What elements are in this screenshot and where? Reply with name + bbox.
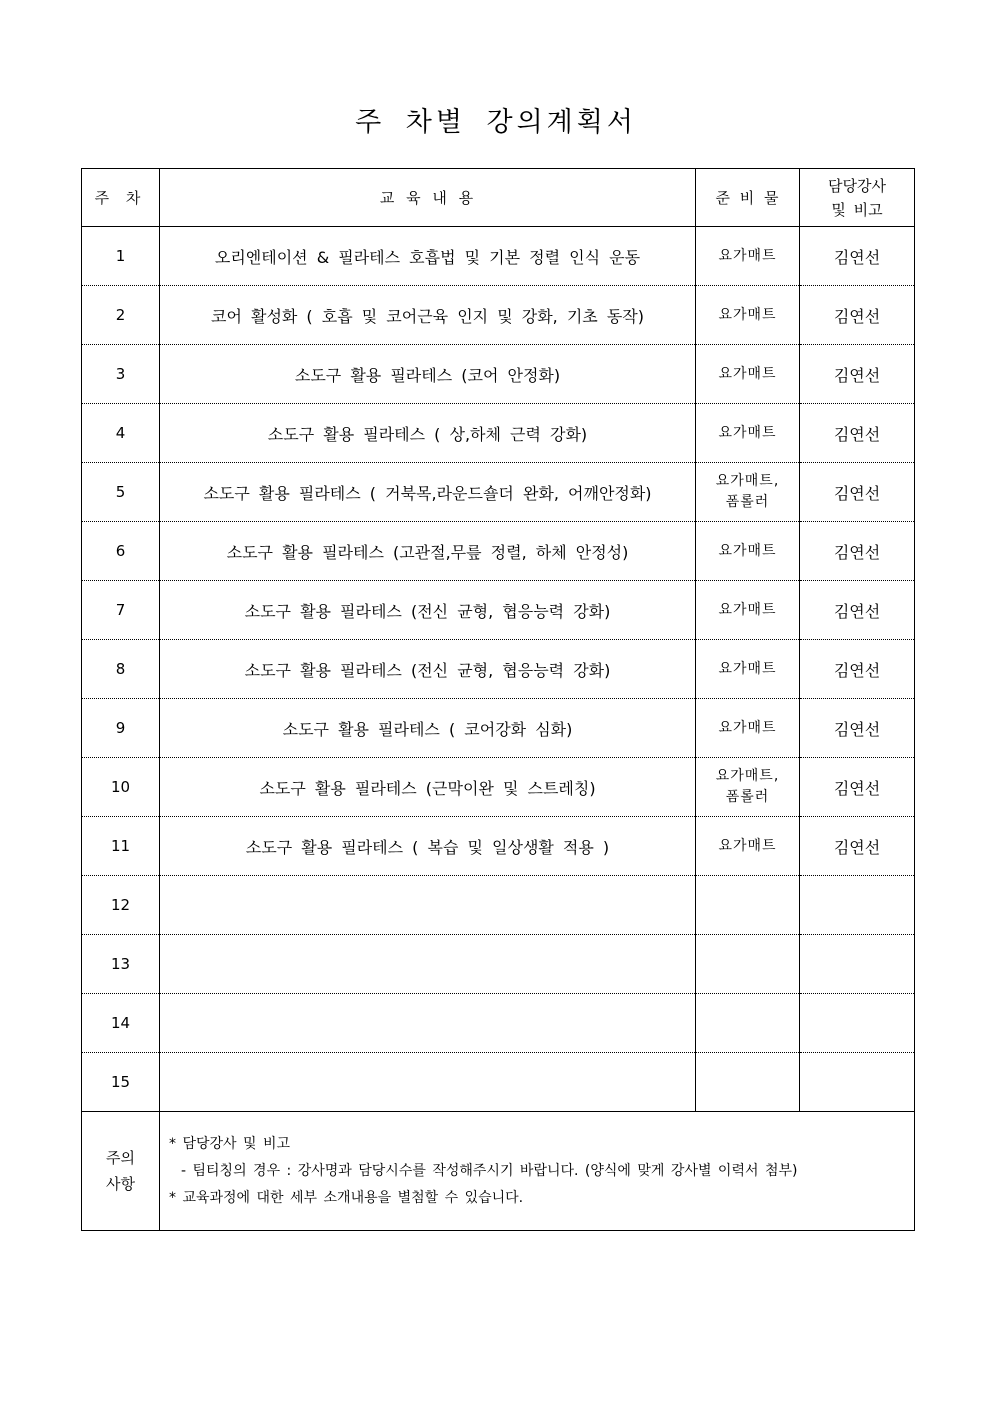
table-row (82, 1053, 915, 1112)
instructor-cell: 김연선 (800, 640, 915, 699)
equipment-line1: 요가매트 (718, 365, 777, 382)
equipment-cell (696, 817, 800, 876)
week-cell: 11 (82, 817, 160, 876)
content-cell: 소도구 활용 필라테스 ( 상,하체 근력 강화) (160, 404, 696, 463)
instructor-cell: 김연선 (800, 286, 915, 345)
equipment-line2: 폼롤러 (725, 494, 770, 510)
equipment-line1: 요가매트 (718, 719, 777, 736)
week-cell: 3 (82, 345, 160, 404)
content-cell (160, 935, 696, 994)
content-cell: 오리엔테이션 & 필라테스 호흡법 및 기본 정렬 인식 운동 (160, 227, 696, 286)
week-cell: 4 (82, 404, 160, 463)
header-row (82, 169, 915, 227)
content-cell: 소도구 활용 필라테스 ( 코어강화 심화) (160, 699, 696, 758)
table-row (82, 581, 915, 640)
instructor-cell: 김연선 (800, 581, 915, 640)
equipment-cell (696, 522, 800, 581)
equipment-line2: 폼롤러 (725, 789, 770, 805)
header-equipment: 준 비 물 (696, 169, 800, 227)
lecture-plan-table (81, 168, 915, 1231)
content-cell (160, 1053, 696, 1112)
header-content: 교 육 내 용 (160, 169, 696, 227)
instructor-cell: 김연선 (800, 522, 915, 581)
table-row (82, 994, 915, 1053)
equipment-line1: 요가매트 (718, 601, 777, 618)
page-title: 주 차별 강의계획서 (355, 107, 637, 138)
equipment-cell (696, 1053, 800, 1112)
instructor-cell: 김연선 (800, 758, 915, 817)
week-cell: 7 (82, 581, 160, 640)
equipment-cell (696, 286, 800, 345)
content-cell (160, 876, 696, 935)
instructor-cell: 김연선 (800, 227, 915, 286)
content-cell (160, 994, 696, 1053)
week-cell: 9 (82, 699, 160, 758)
instructor-cell (800, 935, 915, 994)
header-week: 주 차 (82, 169, 160, 227)
equipment-line1: 요가매트, (715, 473, 780, 489)
equipment-cell (696, 581, 800, 640)
instructor-cell: 김연선 (800, 404, 915, 463)
instructor-cell: 김연선 (800, 817, 915, 876)
week-cell: 12 (82, 876, 160, 935)
notes-line3: * 교육과정에 대한 세부 소개내용을 별첨할 수 있습니다. (169, 1189, 524, 1206)
equipment-cell (696, 935, 800, 994)
equipment-cell (696, 345, 800, 404)
equipment-line1: 요가매트 (718, 247, 777, 264)
instructor-cell (800, 876, 915, 935)
equipment-cell (696, 994, 800, 1053)
instructor-cell: 김연선 (800, 463, 915, 522)
instructor-cell: 김연선 (800, 345, 915, 404)
equipment-cell (696, 640, 800, 699)
week-cell: 15 (82, 1053, 160, 1112)
instructor-cell: 김연선 (800, 699, 915, 758)
header-instructor (800, 169, 915, 227)
header-instructor-line2: 및 비고 (831, 200, 883, 219)
equipment-line1: 요가매트 (718, 837, 777, 854)
content-cell: 소도구 활용 필라테스 (전신 균형, 협응능력 강화) (160, 581, 696, 640)
table-row (82, 463, 915, 522)
content-cell: 코어 활성화 ( 호흡 및 코어근육 인지 및 강화, 기초 동작) (160, 286, 696, 345)
week-cell: 14 (82, 994, 160, 1053)
notes-label (82, 1112, 160, 1231)
table-row (82, 817, 915, 876)
content-cell: 소도구 활용 필라테스 (코어 안정화) (160, 345, 696, 404)
header-instructor-line1: 담당강사 (828, 176, 886, 195)
table-row (82, 758, 915, 817)
equipment-line1: 요가매트 (718, 542, 777, 559)
table-row (82, 227, 915, 286)
notes-row (82, 1112, 915, 1231)
table-row (82, 699, 915, 758)
week-cell: 5 (82, 463, 160, 522)
table-row (82, 286, 915, 345)
equipment-line1: 요가매트 (718, 424, 777, 441)
week-cell: 6 (82, 522, 160, 581)
week-cell: 10 (82, 758, 160, 817)
equipment-cell (696, 699, 800, 758)
instructor-cell (800, 1053, 915, 1112)
table-row (82, 935, 915, 994)
notes-label-line2: 사항 (106, 1175, 135, 1193)
equipment-line1: 요가매트, (715, 768, 780, 784)
week-cell: 8 (82, 640, 160, 699)
content-cell: 소도구 활용 필라테스 (근막이완 및 스트레칭) (160, 758, 696, 817)
equipment-line1: 요가매트 (718, 306, 777, 323)
table-row (82, 522, 915, 581)
table-row (82, 640, 915, 699)
content-cell: 소도구 활용 필라테스 (전신 균형, 협응능력 강화) (160, 640, 696, 699)
equipment-cell (696, 758, 800, 817)
equipment-cell (696, 227, 800, 286)
equipment-cell (696, 463, 800, 522)
equipment-cell (696, 404, 800, 463)
instructor-cell (800, 994, 915, 1053)
content-cell: 소도구 활용 필라테스 ( 거북목,라운드숄더 완화, 어깨안정화) (160, 463, 696, 522)
week-cell: 13 (82, 935, 160, 994)
notes-line2: - 팀티칭의 경우 : 강사명과 담당시수를 작성해주시기 바랍니다. (양식에 맞게 강사별 이력서 첨부) (181, 1162, 798, 1179)
week-cell: 1 (82, 227, 160, 286)
content-cell: 소도구 활용 필라테스 (고관절,무릎 정렬, 하체 안정성) (160, 522, 696, 581)
table-row (82, 876, 915, 935)
equipment-cell (696, 876, 800, 935)
content-cell: 소도구 활용 필라테스 ( 복습 및 일상생활 적용 ) (160, 817, 696, 876)
table-row (82, 345, 915, 404)
equipment-line1: 요가매트 (718, 660, 777, 677)
table-row (82, 404, 915, 463)
notes-line1: * 담당강사 및 비고 (169, 1135, 291, 1152)
notes-body (160, 1112, 915, 1231)
week-cell: 2 (82, 286, 160, 345)
notes-label-line1: 주의 (106, 1149, 135, 1167)
